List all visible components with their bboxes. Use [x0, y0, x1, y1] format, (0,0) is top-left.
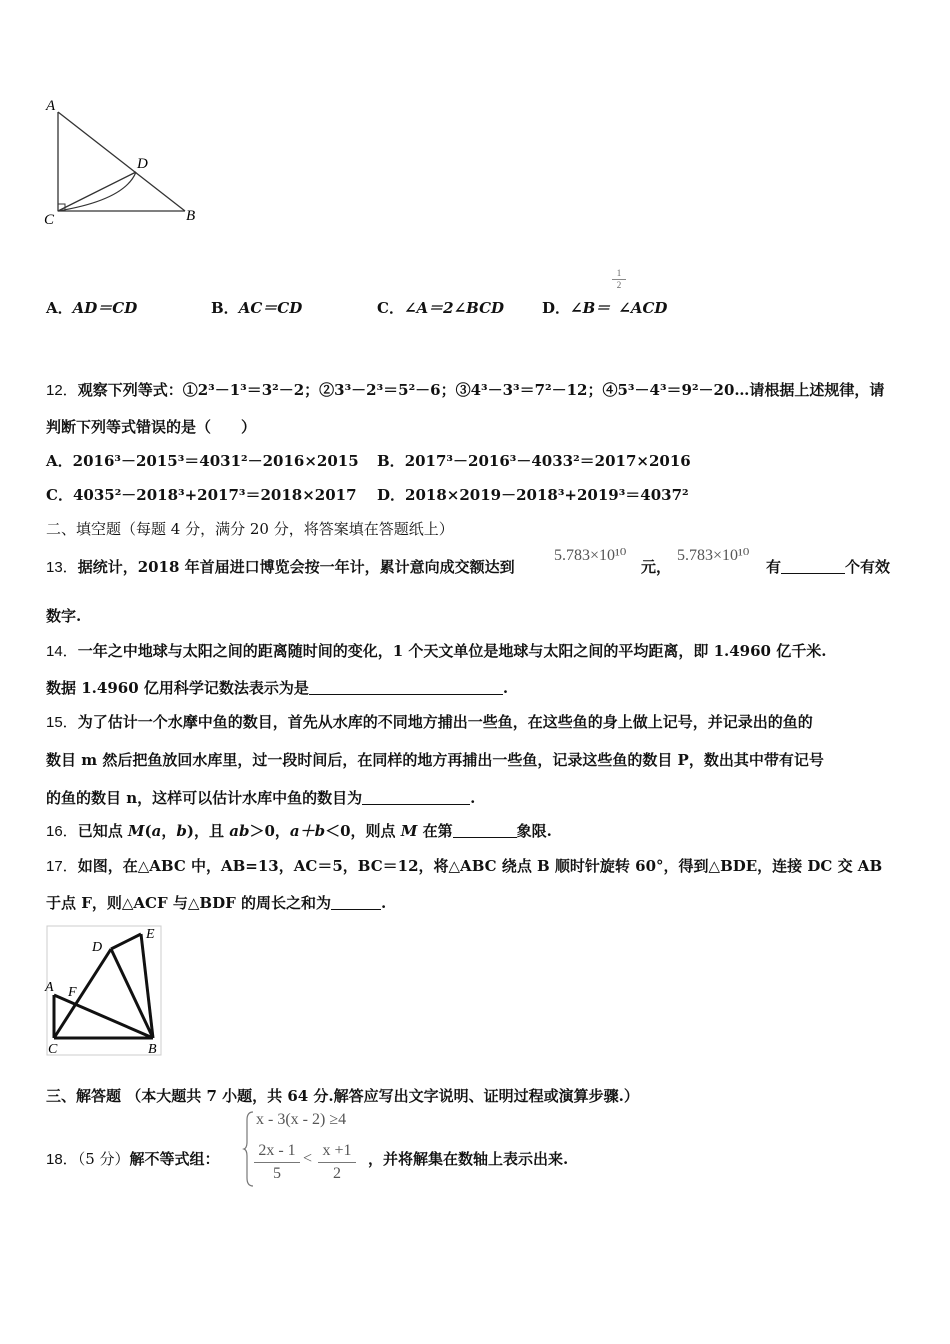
- question-text: (: [144, 822, 152, 840]
- fraction-denominator: 2: [612, 279, 626, 291]
- segment-ab: [58, 112, 185, 211]
- label-b: B: [186, 208, 196, 224]
- option-text: ∠A＝2∠BCD: [403, 299, 505, 317]
- option-label: C．: [46, 486, 73, 504]
- q11-d-fraction: [612, 268, 626, 291]
- question-text: 如图，在△ABC 中，AB=13，AC＝5，BC＝12，将△ABC 绕点 B 顺时针旋转 60°，得到△BDE，连接 DC 交 AB: [77, 857, 883, 875]
- q11-option-c[interactable]: [377, 298, 504, 318]
- math-var: a: [151, 822, 162, 840]
- question-text: 数目 m 然后把鱼放回水库里，过一段时间后，在同样的地方再捕出一些鱼，记录这些鱼的数目 P，数出其中带有记号: [46, 751, 824, 769]
- question-text: .: [502, 679, 509, 697]
- q17-line1: [46, 856, 882, 877]
- math-var: M: [400, 822, 418, 840]
- answer-blank[interactable]: [362, 790, 470, 805]
- fraction-1: [254, 1140, 300, 1185]
- question-text: 为了估计一个水摩中鱼的数目，首先从水库的不同地方捕出一些鱼，在这些鱼的身上做上记号，并记录出的鱼的: [77, 713, 813, 731]
- option-text: 4035²－2018³+2017³＝2018×2017: [72, 486, 357, 504]
- label-c: C: [48, 1042, 58, 1057]
- question-text: 数字.: [46, 607, 82, 625]
- fraction-numerator: 2x - 1: [258, 1142, 296, 1159]
- question-text: 一年之中地球与太阳之间的距离随时间的变化，1 个天文单位是地球与太阳之间的平均距离，即 1.4960 亿千米.: [77, 642, 827, 660]
- question-text: 元，: [641, 558, 672, 576]
- option-label: D．: [542, 299, 571, 317]
- label-f: F: [68, 985, 77, 1000]
- question-text: ，并将解集在数轴上表示出来.: [368, 1150, 569, 1168]
- label-a: A: [46, 98, 56, 114]
- question-text: ＜0，则点: [325, 822, 401, 840]
- ineq-line-1: x - 3(x - 2) ≥4: [256, 1111, 347, 1128]
- q14-line1: [46, 641, 826, 662]
- q15-line1: [46, 712, 813, 733]
- section-2-heading: [46, 519, 454, 539]
- math-var: ab: [229, 822, 250, 840]
- question-number: 15．: [46, 714, 78, 731]
- question-number: 12．: [46, 382, 78, 399]
- label-d: D: [92, 940, 103, 955]
- option-label: C．: [377, 299, 404, 317]
- question-text: 判断下列等式错误的是（ ）: [46, 418, 257, 436]
- fraction-2: [318, 1140, 356, 1185]
- segment-cd: [58, 172, 136, 211]
- question-text: 有: [766, 558, 782, 576]
- less-than: <: [303, 1150, 313, 1167]
- option-label: D．: [377, 486, 406, 504]
- question-number: 17．: [46, 858, 78, 875]
- question-text: 在第: [417, 822, 453, 840]
- label-b: B: [148, 1042, 157, 1057]
- q15-line3: [46, 788, 475, 808]
- label-a: A: [45, 980, 54, 995]
- question-number: 18．: [46, 1151, 78, 1168]
- q12-option-c[interactable]: [46, 485, 357, 505]
- fraction-numerator: x +1: [322, 1142, 352, 1159]
- q13-tail: [766, 557, 890, 577]
- q12-option-b[interactable]: [377, 451, 691, 471]
- option-label: B．: [377, 452, 405, 470]
- fraction-denominator: 2: [318, 1162, 356, 1185]
- math-var: a＋b: [289, 822, 326, 840]
- option-label: A．: [46, 452, 73, 470]
- question-number: 16．: [46, 823, 78, 840]
- question-text: )，且: [186, 822, 230, 840]
- question-number: 13．: [46, 559, 78, 576]
- q12-option-a[interactable]: [46, 451, 359, 471]
- question-text: .: [470, 789, 476, 807]
- answer-blank[interactable]: [331, 895, 381, 910]
- option-text: ∠B＝: [570, 299, 611, 317]
- q12-line1: [46, 380, 884, 401]
- question-text: 于点 F，则△ACF 与△BDF 的周长之和为: [46, 894, 331, 912]
- option-text: 2016³－2015³＝4031²－2016×2015: [72, 452, 359, 470]
- question-number: 14．: [46, 643, 78, 660]
- answer-blank[interactable]: [453, 823, 517, 838]
- q11-option-b[interactable]: [211, 298, 302, 318]
- q12-line2: [46, 417, 256, 437]
- question-text: 已知点: [77, 822, 128, 840]
- segment-de: [111, 934, 141, 949]
- question-text: .: [380, 894, 387, 912]
- figure-rotation: [46, 925, 164, 1058]
- q13-unit: [641, 557, 671, 577]
- question-text: ＞0，: [249, 822, 290, 840]
- question-text: 个有效: [845, 558, 891, 576]
- question-text: 的鱼的数目 n，这样可以估计水库中鱼的数目为: [46, 789, 363, 807]
- section-title: 二、填空题（每题 4 分，满分 20 分，将答案填在答题纸上）: [46, 520, 454, 538]
- question-text: 观察下列等式：①2³－1³＝3²－2；②3³－2³＝5²－6；③4³－3³＝7²－12；④5³－4³＝9²－20…请根据上述规律，请: [77, 381, 885, 399]
- question-text: 数据 1.4960 亿用科学记数法表示为是: [46, 679, 309, 697]
- option-label: A．: [46, 299, 73, 317]
- option-text: 2018×2019－2018³+2019³＝4037²: [405, 486, 689, 504]
- q16-line: [46, 821, 552, 842]
- q14-line2: [46, 678, 508, 698]
- score: （5 分）: [77, 1150, 130, 1168]
- q13-value-2: 5.783×10¹⁰: [677, 547, 750, 564]
- fraction-numerator: 1: [616, 268, 622, 278]
- option-text: 2017³－2016³－4033²＝2017×2016: [404, 452, 691, 470]
- label-e: E: [146, 927, 155, 942]
- answer-blank[interactable]: [309, 680, 503, 695]
- q11-option-d[interactable]: [542, 298, 667, 318]
- fraction-denominator: 5: [254, 1162, 300, 1185]
- q11-option-a[interactable]: [46, 298, 137, 318]
- q12-option-d[interactable]: [377, 485, 689, 505]
- segment-cd: [54, 949, 111, 1038]
- q18-suffix: [368, 1149, 568, 1169]
- q17-line2: [46, 893, 386, 913]
- figure-triangle-acd: [40, 92, 210, 232]
- q13-line2: [46, 606, 81, 626]
- option-text: AD＝CD: [72, 299, 138, 317]
- label-c: C: [44, 212, 55, 228]
- question-text: 据统计，2018 年首届进口博览会按一年计，累计意向成交额达到: [77, 558, 515, 576]
- option-text: AC＝CD: [238, 299, 303, 317]
- answer-blank[interactable]: [781, 559, 845, 574]
- question-text: 解不等式组：: [129, 1150, 220, 1168]
- option-label: B．: [211, 299, 239, 317]
- question-text: ，: [161, 822, 177, 840]
- q18-prefix: [46, 1149, 220, 1170]
- section-3-heading: [46, 1086, 639, 1106]
- q15-line2: [46, 750, 824, 770]
- label-d: D: [137, 156, 148, 172]
- q13-line1: [46, 557, 515, 578]
- section-title: 三、解答题 （本大题共 7 小题，共 64 分.解答应写出文字说明、证明过程或演算步骤.）: [46, 1087, 639, 1105]
- option-text-2: ∠ACD: [618, 299, 668, 317]
- math-var: M: [127, 822, 145, 840]
- question-text: 象限.: [516, 822, 552, 840]
- math-var: b: [176, 822, 187, 840]
- q13-value-1: 5.783×10¹⁰: [554, 547, 627, 564]
